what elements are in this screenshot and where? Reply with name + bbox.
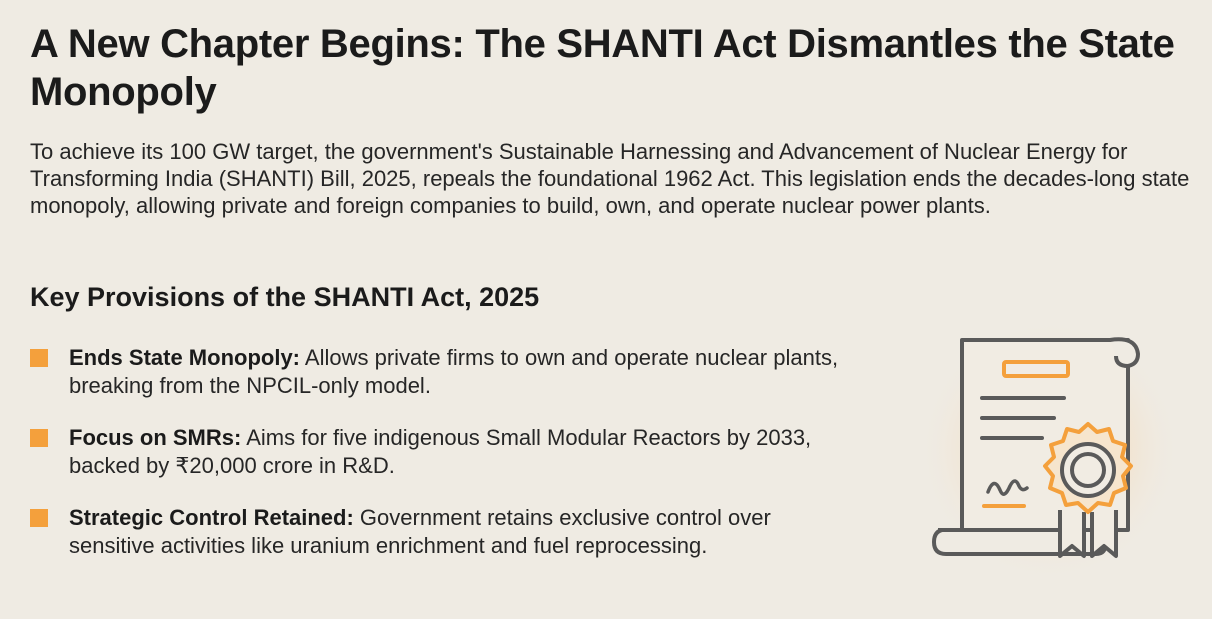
list-item xyxy=(30,344,850,400)
bullet-square-icon xyxy=(30,509,48,527)
provision-text: Allows private firms to own and operate nuclear plants, breaking from the NPCIL-only model. xyxy=(69,345,839,398)
section-heading: Key Provisions of the SHANTI Act, 2025 xyxy=(30,282,540,312)
provisions-list xyxy=(30,344,850,584)
list-item xyxy=(30,424,850,480)
list-item xyxy=(30,504,850,560)
bullet-square-icon xyxy=(30,429,48,447)
provision-title: Focus on SMRs: xyxy=(69,425,242,450)
page-title: A New Chapter Begins: The SHANTI Act Dismantles the State Monopoly xyxy=(30,22,1175,114)
certificate-document-icon xyxy=(900,320,1180,580)
provision-title: Ends State Monopoly: xyxy=(69,345,300,370)
provision-title: Strategic Control Retained: xyxy=(69,505,354,530)
provision-text: Government retains exclusive control over sensitive activities like uranium enrichment and fuel reprocessing. xyxy=(69,505,771,558)
bullet-square-icon xyxy=(30,349,48,367)
intro-paragraph: To achieve its 100 GW target, the government's Sustainable Harnessing and Advancement of Nuclear Energy for Transforming India (SHANTI) Bill, 2025, repeals the foundational 1962 Act. This legislation ends the decades-long state monopoly, allowing private and foreign companies to build, own, and operate nuclear power plants. xyxy=(30,139,1190,218)
provision-text: Aims for five indigenous Small Modular Reactors by 2033, backed by ₹20,000 crore in R&D. xyxy=(69,425,812,478)
